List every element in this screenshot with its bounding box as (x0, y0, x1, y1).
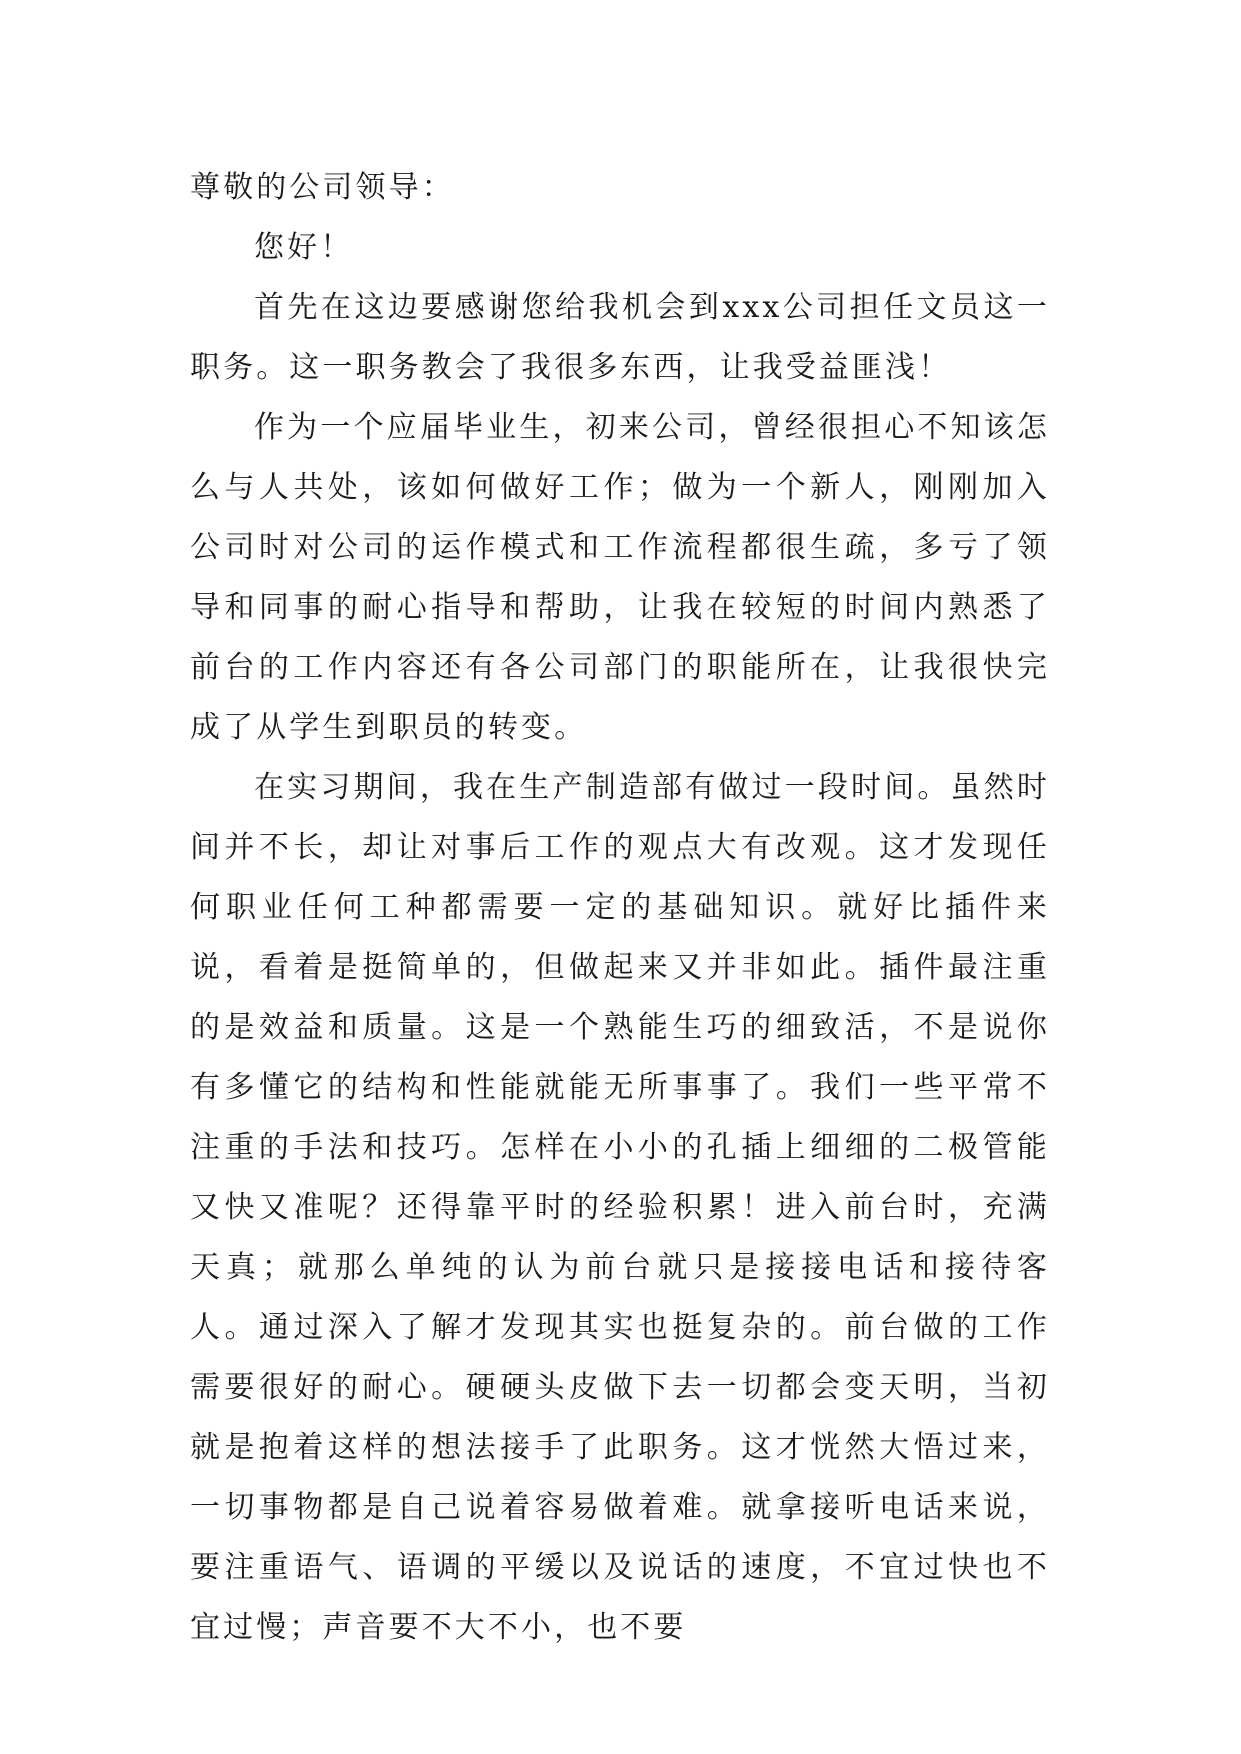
paragraph-graduate: 作为一个应届毕业生，初来公司，曾经很担心不知该怎么与人共处，该如何做好工作；做为一个新人，刚刚加入公司时对公司的运作模式和工作流程都很生疏，多亏了领导和同事的耐心指导和帮助，让我在较短的时间内熟悉了前台的工作内容还有各公司部门的职能所在，让我很快完成了从学生到职员的转变。 (190, 410, 1050, 745)
paragraph-internship: 在实习期间，我在生产制造部有做过一段时间。虽然时间并不长，却让对事后工作的观点大有改观。这才发现任何职业任何工种都需要一定的基础知识。就好比插件来说，看着是挺简单的，但做起来又并非如此。插件最注重的是效益和质量。这是一个熟能生巧的细致活，不是说你有多懂它的结构和性能就能无所事事了。我们一些平常不注重的手法和技巧。怎样在小小的孔插上细细的二极管能又快又准呢？还得靠平时的经验积累！进入前台时，充满天真；就那么单纯的认为前台就只是接接电话和接待客人。通过深入了解才发现其实也挺复杂的。前台做的工作需要很好的耐心。硬硬头皮做下去一切都会变天明，当初就是抱着这样的想法接手了此职务。这才恍然大悟过来，一切事物都是自己说着容易做着难。就拿接听电话来说，要注重语气、语调的平缓以及说话的速度，不宜过快也不宜过慢；声音要不大不小，也不要 (190, 770, 1050, 1645)
paragraph-thanks: 首先在这边要感谢您给我机会到xxx公司担任文员这一职务。这一职务教会了我很多东西，让我受益匪浅！ (190, 290, 1050, 385)
letter-body (190, 158, 1050, 1658)
greeting: 您好！ (254, 230, 354, 265)
salutation: 尊敬的公司领导： (190, 170, 455, 205)
